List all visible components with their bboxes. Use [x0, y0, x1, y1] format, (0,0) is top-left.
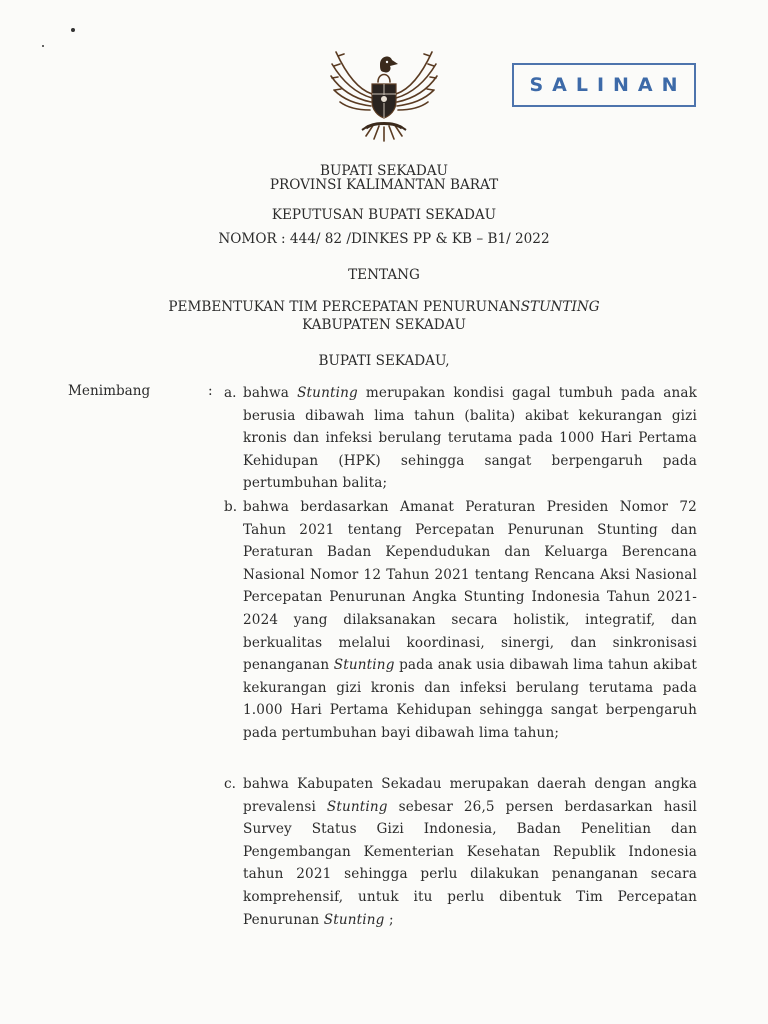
decree-title: KEPUTUSAN BUPATI SEKADAU: [271, 207, 497, 223]
subject-line-2: KABUPATEN SEKADAU: [302, 317, 466, 333]
issuer-line-1: BUPATI SEKADAU: [319, 163, 448, 179]
item-marker-a: a.: [224, 385, 237, 401]
item-marker-c: c.: [224, 776, 236, 792]
italic-term: Stunting: [333, 657, 395, 674]
considering-colon: :: [208, 383, 213, 399]
paragraph-run: merupakan kondisi gagal tumbuh pada anak berusia dibawah lima tahun (balita) akibat kekurangan gizi kronis dan infeksi berulang terutama pada 1000 Hari Pertama Kehidupan (HPK) sehingga sangat berpengaruh pada pertumbuhan balita;: [243, 385, 698, 492]
issuer-line-2: PROVINSI KALIMANTAN BARAT: [269, 177, 499, 193]
considering-item-a: [243, 382, 697, 495]
subject-emphasis: STUNTING: [520, 299, 600, 315]
decree-number: NOMOR : 444/ 82 /DINKES PP & KB – B1/ 2022: [218, 231, 550, 247]
subject-line-1: PEMBENTUKAN TIM PERCEPATAN PENURUNANSTUNTING: [168, 299, 600, 315]
paragraph-run: bahwa berdasarkan Amanat Peraturan Presiden Nomor 72 Tahun 2021 tentang Percepatan Penurunan Stunting dan Peraturan Badan Kependudukan dan Keluarga Berencana Nasional Nomor 12 Tahun 2021 tentang Rencana Aksi Nasional Percepatan Penurunan Angka Stunting Indonesia Tahun 2021-2024 yang dilaksanakan secara holistik, integratif, dan berkualitas melalui koordinasi, sinergi, dan sinkronisasi penanganan: [243, 499, 697, 674]
paragraph-run: sebesar 26,5 persen berdasarkan hasil Survey Status Gizi Indonesia, Badan Penelitian dan Pengembangan Kementerian Kesehatan Republik Indonesia tahun 2021 sehingga perlu dilakukan penanganan secara komprehensif, untuk itu perlu dibentuk Tim Percepatan Penurunan: [243, 798, 697, 928]
paragraph-run: pada anak usia dibawah lima tahun akibat kekurangan gizi kronis dan infeksi berulang terutama pada 1.000 Hari Pertama Kehidupan sehingga sangat berpengaruh pada pertumbuhan bayi dibawah lima tahun;: [243, 657, 697, 741]
considering-item-c: [243, 773, 697, 931]
item-marker-b: b.: [224, 499, 238, 515]
scan-speck: [42, 45, 44, 47]
italic-term: Stunting: [326, 798, 388, 815]
considering-item-b: [243, 496, 697, 745]
scan-speck: [71, 28, 75, 32]
authority-line: BUPATI SEKADAU,: [318, 353, 450, 369]
about-heading: TENTANG: [348, 267, 420, 283]
italic-term: Stunting: [323, 911, 385, 928]
paragraph-run: bahwa Kabupaten Sekadau merupakan daerah dengan angka prevalensi: [243, 776, 697, 815]
considering-label: Menimbang: [68, 383, 151, 399]
garuda-emblem-icon: [326, 42, 442, 144]
paragraph-run: ;: [384, 911, 394, 928]
copy-stamp: SALINAN: [512, 63, 696, 107]
italic-term: Stunting: [297, 385, 358, 401]
paragraph-run: bahwa: [243, 385, 298, 401]
